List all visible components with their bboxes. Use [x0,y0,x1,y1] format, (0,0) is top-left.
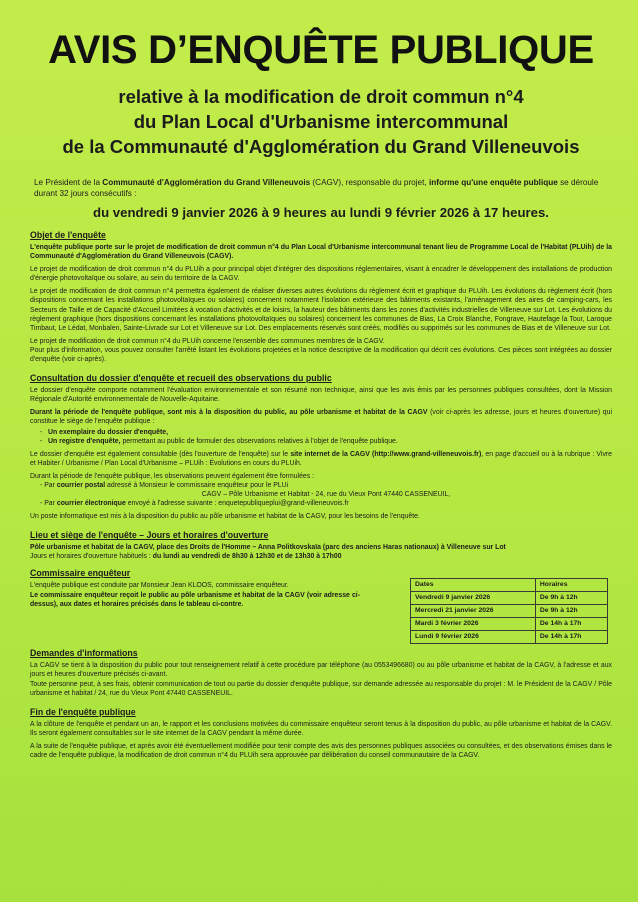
section-heading-commissaire: Commissaire enquêteur [30,567,131,578]
consultation-emphasis: Durant la période de l'enquête publique, sont mis à la disposition du public, au pôle urbanisme et habitat de la CAGV [30,409,428,417]
objet-paragraph: Pour plus d'information, vous pouvez consulter l'arrêté listant les évolutions projetées et la notice descriptive de la modification qui décrit ces évolutions. Ces pièces sont intégrées au dossier d'enquête (voir ci-après). [30,346,612,364]
list-dash: - Par [40,481,57,489]
consultation-text: , en page d'accueil ou à la rubrique : Vivre et Habiter / Urbanisme / Plan Local d'Urbanisme – PLUih : Évolutions en cours du PLUih. [30,450,613,467]
list-item: - Un registre d'enquête, permettant au public de formuler des observations relatives à l'objet de l'enquête publique. [40,437,398,445]
intro-text: (CAGV), responsable du projet, [310,178,429,187]
table-cell-date: Mercredi 21 janvier 2026 [411,604,536,617]
objet-paragraph [30,243,612,261]
commissaire-paragraph [30,591,360,609]
table-cell-hours: De 14h à 17h [535,617,607,630]
consultation-paragraph: Un poste informatique est mis à la disposition du public au pôle urbanisme et habitat de la CAGV, pour les besoins de l'enquête. [30,513,420,521]
list-item: - Un exemplaire du dossier d'enquête, [40,428,169,436]
objet-paragraph: Le projet de modification de droit commun n°4 permettra également de réaliser diverses autres évolutions du règlement écrit et graphique du PLUih. Les évolutions du règlement écrit (hors dispositions concernant les installations photovoltaïques ou solaires) concernent notamment l'isolation extérieure des bâtiments existants, l'aménagement des aires de camping-cars, les Secteurs de Taille et de Capacité d'Accueil Limitées à vocation d'activités et de loisirs, la hauteur des bâtiments dans les zones d'activités industrielles de Villeneuve sur Lot. Les évolutions du règlement graphique (hors dispositions concernant les installations photovoltaïques ou solaires) concernent les communes de Bias, La Croix Blanche, Fongrave, Hautefage la Tour, Laroque Timbaut, Le Lédat, Monbalen, Sainte-Livrade sur Lot et Villeneuve sur Lot. Des emplacements réservés sont créés, modifiés ou supprimés sur les communes de Bias et de Villeneuve sur Lot. [30,288,612,332]
table-header-dates: Dates [411,578,536,591]
fin-paragraph: A la suite de l'enquête publique, et après avoir été éventuellement modifiée pour tenir compte des avis des personnes publiques associées ou consultées, et des observations émises dans le cadre de l'enquête publique, la modification de droit commun n°4 du PLUih sera approuvée par délibération du conseil communautaire de la CAGV. [30,743,612,760]
list-item-email: courrier électronique [56,500,126,508]
table-cell-date: Lundi 9 février 2026 [411,630,536,643]
section-heading-lieu: Lieu et siège de l'enquête – Jours et horaires d'ouverture [30,530,269,541]
list-item-text: permettant au public de formuler des observations relatives à l'objet de l'enquête publique. [120,437,398,445]
objet-paragraph: Le projet de modification de droit commun n°4 du PLUih a pour principal objet d'intégrer des dispositions réglementaires, visant à encadrer le développement des installations de production d'énergie photovoltaïque ou solaire, au sein du territoire de la CAGV. [30,266,612,283]
lieu-hours [30,552,612,561]
intro-org: Communauté d'Agglomération du Grand Villeneuvois [102,178,311,187]
list-item [30,499,612,508]
list-item-postal: courrier postal [56,481,106,489]
table-cell-date: Vendredi 9 janvier 2026 [411,591,536,604]
table-cell-date: Mardi 3 février 2026 [411,617,536,630]
demandes-paragraph: Toute personne peut, à ses frais, obtenir communication de tout ou partie du dossier d'enquête publique, sur demande adressée au responsable du projet : M. le Président de la CAGV / Pôle urbanisme et habitat / 24, rue du Vieux Pont 47440 CASSENEUIL. [30,680,612,697]
lieu-hours-value: du lundi au vendredi de 8h30 à 12h30 et de 13h30 à 17h00 [152,553,342,561]
consultation-paragraph [30,408,612,426]
table-header-hours: Horaires [535,578,607,591]
objet-p4a: Le projet de modification de droit commun n°4 du PLUih concerne l'ensemble des communes membres de la CAGV. [30,337,385,345]
intro-emphasis: informe qu'une enquête publique [428,178,558,187]
lieu-line-1: Pôle urbanisme et habitat de la CAGV, place des Droits de l'Homme – Anna Politkovskaïa (parc des anciens Haras nationaux) à Villeneuve sur Lot [30,544,506,552]
list-item-text: adressé à Monsieur le commissaire enquêteur pour le PLUi [105,481,289,489]
enquiry-dates: du vendredi 9 janvier 2026 à 9 heures au lundi 9 février 2026 à 17 heures. [93,205,549,220]
section-heading-objet: Objet de l'enquête [30,230,106,240]
list-item [30,481,612,490]
intro-text: Le Président de la [34,178,103,187]
website-link[interactable]: site internet de la CAGV (http://www.grand-villeneuvois.fr) [290,450,482,458]
table-cell-hours: De 9h à 12h [535,604,607,617]
subtitle-line-3: de la Communauté d'Agglomération du Grand Villeneuvois [62,136,580,157]
intro-text: se déroule durant 32 jours consécutifs : [34,178,599,198]
commissaire-row [30,566,612,644]
intro-paragraph [34,177,612,199]
page-title: AVIS D’ENQUÊTE PUBLIQUE [48,28,594,72]
section-heading-demandes: Demandes d'informations [30,647,138,658]
commissaire-paragraph: L'enquête publique est conduite par Monsieur Jean KLOOS, commissaire enquêteur. [30,581,289,589]
subtitle [30,84,612,159]
table-row [411,604,608,617]
consultation-paragraph [30,450,612,468]
table-row [411,630,608,643]
list-dash: - Par [40,500,57,508]
consultation-paragraph: Le dossier d'enquête comporte notamment l'évaluation environnementale et son résumé non technique, ainsi que les avis émis par les personnes publiques consultées, dont la Mission Régionale d'Autorité environnementale de Nouvelle-Aquitaine. [30,387,612,404]
permanences-table [410,578,608,644]
objet-p1: L'enquête publique porte sur le projet de modification de droit commun n°4 du Plan Local d'Urbanisme intercommunal tenant lieu de Programme Local de l'Habitat (PLUih) de la Communauté d'Agglomération du Grand Villeneuvois (CAGV). [30,244,612,261]
email-address[interactable]: envoyé à l'adresse suivante : enquetepubliqueplui@grand-villeneuvois.fr [125,500,349,508]
commissaire-emphasis: Le commissaire enquêteur reçoit le public au pôle urbanisme et habitat de la CAGV (voir adresse ci-dessus), aux dates et horaires précisés dans le tableau ci-contre. [30,591,360,608]
lieu-address [30,543,612,552]
postal-address: CAGV – Pôle Urbanisme et Habitat - 24, rue du Vieux Pont 47440 CASSENEUIL, [201,491,451,499]
subtitle-line-1: relative à la modification de droit commun n°4 [118,86,524,107]
fin-paragraph: A la clôture de l'enquête et pendant un an, le rapport et les conclusions motivées du commissaire enquêteur seront tenus à la disposition du public, au pôle urbanisme et habitat de la CAGV. Ils seront également consultables sur le site internet de la CAGV pendant la même durée. [30,720,612,737]
table-row [411,617,608,630]
commissaire-block [30,566,360,613]
table-header-row [411,578,608,591]
section-heading-consultation: Consultation du dossier d'enquête et recueil des observations du public [30,373,332,384]
consultation-paragraph: Durant la période de l'enquête publique, les observations peuvent également être formulées : [30,472,315,480]
lieu-hours-label: Jours et horaires d'ouverture habituels : [30,553,153,561]
list-item-registre: Un registre d'enquête, [48,437,121,445]
table-cell-hours: De 9h à 12h [535,591,607,604]
list-item-dossier: Un exemplaire du dossier d'enquête, [48,428,169,436]
section-heading-fin: Fin de l'enquête publique [30,706,136,717]
table-row [411,591,608,604]
objet-paragraph [30,337,612,346]
demandes-paragraph: La CAGV se tient à la disposition du public pour tout renseignement relatif à cette procédure par téléphone (au 0553496680) ou au pôle urbanisme et habitat de la CAGV, à l'adresse et aux jours et heures d'ouverture précisés ci-avant. [30,661,612,678]
table-cell-hours: De 14h à 17h [535,630,607,643]
subtitle-line-2: du Plan Local d'Urbanisme intercommunal [133,111,509,132]
consultation-text: Le dossier d'enquête est également consultable (dès l'ouverture de l'enquête) sur le [30,450,291,458]
consultation-text: (voir ci-après les adresse, jours et heures d'ouverture) qui constitue le siège de l'enquête publique : [30,409,613,426]
